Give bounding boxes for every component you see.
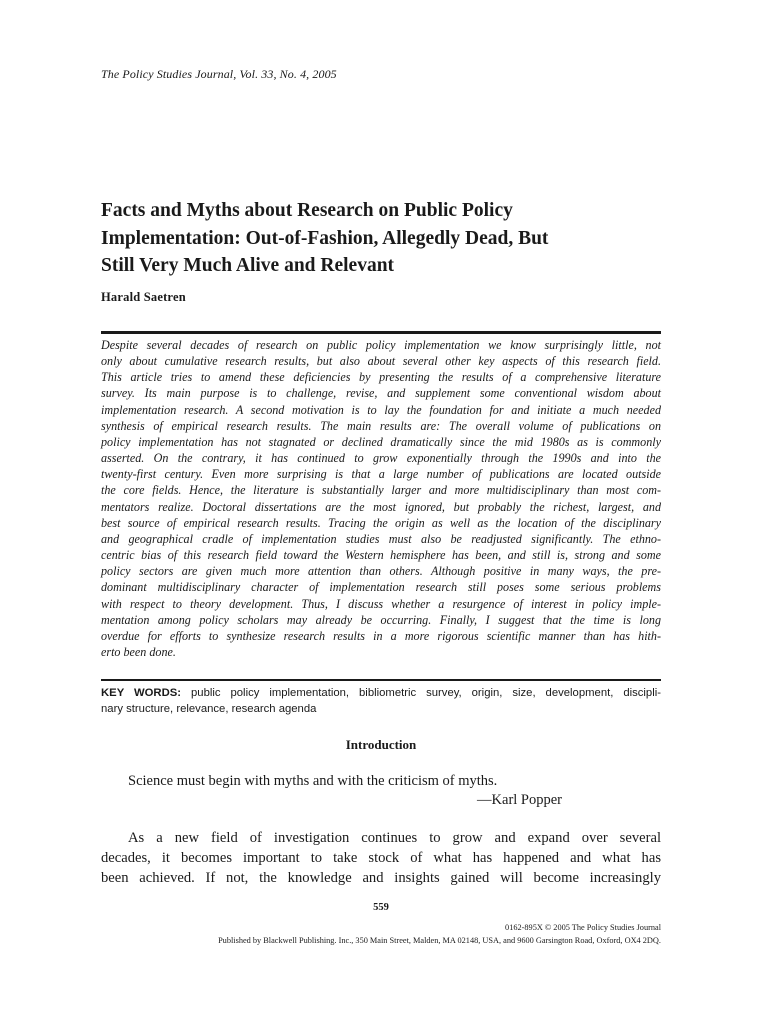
abstract-line: overdue for efforts to synthesize research results in a more rigorous scientific manner than has hith- — [101, 628, 661, 643]
abstract-line: the core fields. Hence, the literature is substantially larger and more multidisciplinary than most com- — [101, 483, 661, 498]
abstract-line: policy implementation has not stagnated or declined dramatically since the mid 1980s as is commonly — [101, 434, 661, 449]
body-line: As a new field of investigation continues to grow and expand over several — [128, 830, 661, 846]
abstract-line: synthesis of empirical research results. The main results are: The overall volume of publications on — [101, 418, 661, 433]
publisher-info: Published by Blackwell Publishing. Inc., 350 Main Street, Malden, MA 02148, USA, and 9600 Garsington Road, Oxford, OX4 2DQ. — [218, 936, 661, 945]
keywords-text: public policy implementation, bibliometric survey, origin, size, development, discipli- — [191, 687, 661, 699]
abstract-line: policy sectors are given much more attention than others. Although positive in many ways, the pre- — [101, 564, 661, 579]
author-name: Harald Saetren — [101, 290, 186, 304]
article-title — [101, 197, 671, 280]
abstract-line: best source of empirical research results. Tracing the origin as well as the location of the disciplinary — [101, 515, 661, 530]
abstract-line: Despite several decades of research on public policy implementation we know surprisingly little, not — [101, 338, 661, 352]
abstract-line: centric bias of this research field toward the Western hemisphere has been, and still is, strong and some — [101, 548, 661, 563]
abstract-bottom-rule — [101, 679, 661, 681]
abstract-line: erto been done. — [101, 644, 176, 659]
abstract-line: survey. Its main purpose is to challenge, revise, and supplement some conventional wisdom about — [101, 386, 661, 401]
abstract-line: twenty-first century. Even more surprising is that a large number of publications are located outside — [101, 467, 661, 482]
epigraph — [128, 772, 562, 810]
abstract-line: with respect to theory development. Thus, I discuss whether a resurgence of interest in policy imple- — [101, 596, 661, 611]
section-heading: Introduction — [345, 737, 417, 752]
page-number: 559 — [373, 902, 389, 913]
title-line: Facts and Myths about Research on Public Policy — [101, 200, 513, 221]
abstract-line: asserted. On the contrary, it has continued to grow exponentially through the 1990s and into the — [101, 451, 661, 466]
journal-citation: The Policy Studies Journal, Vol. 33, No. 4, 2005 — [101, 67, 337, 81]
body-line: been achieved. If not, the knowledge and insights gained will become increasingly — [101, 870, 661, 887]
title-line: Implementation: Out-of-Fashion, Allegedly Dead, But — [101, 227, 549, 249]
abstract-line: dominant multidisciplinary character of implementation research still poses some serious problems — [101, 580, 661, 595]
abstract-top-rule — [101, 331, 661, 334]
keywords-line — [101, 686, 661, 702]
copyright-notice: 0162-895X © 2005 The Policy Studies Journal — [505, 923, 661, 932]
keywords-line: nary structure, relevance, research agenda — [101, 702, 317, 715]
epigraph-quote: Science must begin with myths and with the criticism of myths. — [128, 773, 498, 789]
body-paragraph — [101, 828, 661, 889]
keywords — [101, 686, 661, 717]
abstract-line: This article tries to amend these deficiencies by presenting the results of a comprehensive literature — [101, 370, 661, 385]
abstract-line: mentation among policy scholars may already be occurring. Finally, I suggest that the time is long — [101, 612, 661, 627]
abstract-line: implementation research. A second motivation is to lay the foundation for and initiate a much needed — [101, 402, 661, 417]
body-line: decades, it becomes important to take stock of what has happened and what has — [101, 850, 661, 867]
abstract-line: mentators realize. Doctoral dissertations are the most ignored, but probably the richest, largest, and — [101, 499, 661, 514]
epigraph-attribution: —Karl Popper — [477, 792, 562, 808]
abstract — [101, 337, 661, 660]
title-line: Still Very Much Alive and Relevant — [101, 255, 395, 276]
keywords-label: KEY WORDS: — [101, 687, 182, 699]
abstract-line: only about cumulative research results, but also about several other key aspects of this research field. — [101, 354, 661, 369]
abstract-line: and geographical cradle of implementation studies must also be readjusted significantly. The ethno- — [101, 531, 661, 546]
